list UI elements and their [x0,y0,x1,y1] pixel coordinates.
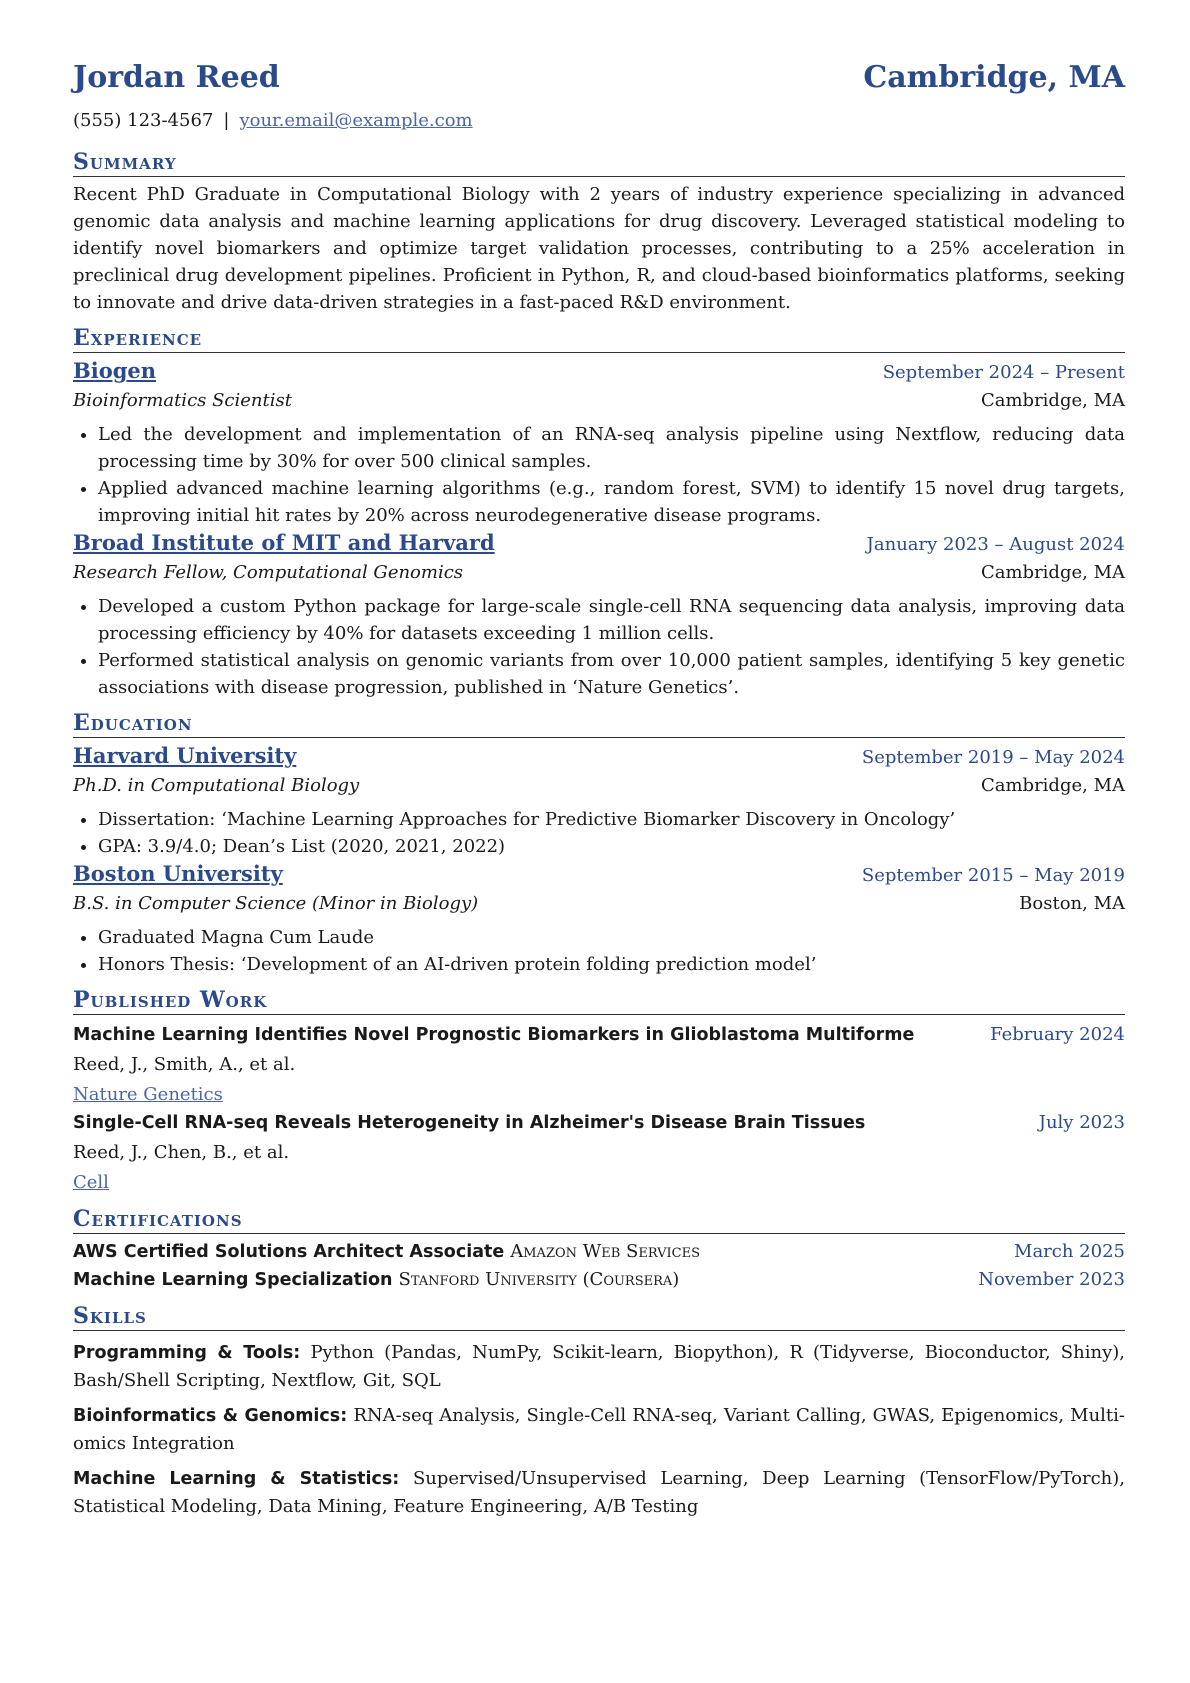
school-link[interactable]: Harvard University [73,743,297,768]
publication-entry [73,1109,1125,1197]
bullet-list [73,421,1125,529]
skill-label: Machine Learning & Statistics: [73,1469,400,1489]
email-link[interactable]: your.email@example.com [239,110,473,131]
certification-name: Machine Learning Specialization [73,1270,393,1290]
certification-issuer: Stanford University (Coursera) [398,1269,680,1290]
section-title-certifications: Certifications [73,1205,1125,1234]
certification-date: November 2023 [978,1269,1125,1290]
skill-text: RNA-seq Analysis, Single-Cell RNA-seq, Variant Calling, GWAS, Epigenomics, Multi-omics Integration [73,1405,1125,1454]
section-title-experience: Experience [73,324,1125,353]
resume-page [73,60,1125,1520]
bullet-item: • Performed statistical analysis on genomic variants from over 10,000 patient samples, identifying 5 key genetic associations with disease progression, published in ‘Nature Genetics’. [98,647,1125,701]
skill-label: Bioinformatics & Genomics: [73,1406,348,1426]
publication-date: July 2023 [1038,1112,1125,1133]
entry-location: Cambridge, MA [980,775,1125,796]
education-entry [73,860,1125,978]
entry-location: Boston, MA [1019,893,1125,914]
entry-role: Bioinformatics Scientist [73,390,292,411]
org-link[interactable]: Broad Institute of MIT and Harvard [73,530,495,555]
experience-entry [73,529,1125,701]
publication-authors: Reed, J., Chen, B., et al. [73,1142,290,1163]
degree: B.S. in Computer Science (Minor in Biology) [73,893,479,914]
skill-label: Programming & Tools: [73,1343,301,1363]
summary-text: Recent PhD Graduate in Computational Biology with 2 years of industry experience specializing in advanced genomic data analysis and machine learning applications for drug discovery. Leveraged statistical modeling to identify novel biomarkers and optimize target validation processes, contributing to a 25% acceleration in preclinical drug development pipelines. Proficient in Python, R, and cloud-based bioinformatics platforms, seeking to innovate and drive data-driven strategies in a fast-paced R&D environment. [73,184,1125,313]
candidate-name: Jordan Reed [73,60,280,95]
bullet-item: • Developed a custom Python package for large-scale single-cell RNA sequencing data analysis, improving data processing efficiency by 40% for datasets exceeding 1 million cells. [98,593,1125,647]
skill-text: Python (Pandas, NumPy, Scikit-learn, Biopython), R (Tidyverse, Bioconductor, Shiny), Bash/Shell Scripting, Nextflow, Git, SQL [73,1342,1125,1391]
skill-group [73,1465,1125,1520]
publication-title: Machine Learning Identifies Novel Prognostic Biomarkers in Glioblastoma Multiforme [73,1025,915,1045]
entry-role: Research Fellow, Computational Genomics [73,562,464,583]
bullet-item: • GPA: 3.9/4.0; Dean’s List (2020, 2021, 2022) [98,833,1125,860]
bullet-list [73,593,1125,701]
certification-name: AWS Certified Solutions Architect Associate [73,1242,505,1262]
publication-authors: Reed, J., Smith, A., et al. [73,1054,296,1075]
certification-date: March 2025 [1014,1241,1125,1262]
bullet-item: • Led the development and implementation of an RNA-seq analysis pipeline using Nextflow, reducing data processing time by 30% for over 500 clinical samples. [98,421,1125,475]
experience-entry [73,357,1125,529]
skill-group [73,1402,1125,1457]
section-title-summary: Summary [73,148,1125,177]
section-title-published-work: Published Work [73,986,1125,1015]
bullet-item: • Graduated Magna Cum Laude [98,924,1125,951]
section-title-education: Education [73,709,1125,738]
bullet-item: • Honors Thesis: ‘Development of an AI-driven protein folding prediction model’ [98,951,1125,978]
certification-list [73,1238,1125,1294]
entry-dates: September 2019 – May 2024 [861,747,1125,768]
publication-title: Single-Cell RNA-seq Reveals Heterogeneity in Alzheimer's Disease Brain Tissues [73,1113,866,1133]
certification-item [73,1238,1125,1266]
contact-line [73,110,1125,140]
entry-dates: September 2024 – Present [882,362,1125,383]
skill-text: Supervised/Unsupervised Learning, Deep Learning (TensorFlow/PyTorch), Statistical Modeling, Data Mining, Feature Engineering, A/B Testing [73,1468,1125,1517]
phone: (555) 123-4567 [73,110,214,131]
entry-location: Cambridge, MA [980,390,1125,411]
publication-venue-link[interactable]: Cell [73,1172,109,1193]
header-location: Cambridge, MA [863,60,1125,95]
skill-group [73,1339,1125,1394]
education-entry [73,742,1125,860]
certification-issuer: Amazon Web Services [510,1241,701,1262]
header [73,60,1125,104]
entry-location: Cambridge, MA [980,562,1125,583]
publication-entry [73,1021,1125,1109]
bullet-list [73,924,1125,978]
contact-separator: | [223,110,230,131]
bullet-list [73,806,1125,860]
degree: Ph.D. in Computational Biology [73,775,360,796]
bullet-item: • Applied advanced machine learning algorithms (e.g., random forest, SVM) to identify 15 novel drug targets, improving initial hit rates by 20% across neurodegenerative disease programs. [98,475,1125,529]
certification-item [73,1266,1125,1294]
entry-dates: January 2023 – August 2024 [866,534,1125,555]
school-link[interactable]: Boston University [73,861,283,886]
publication-venue-link[interactable]: Nature Genetics [73,1084,223,1105]
publication-date: February 2024 [990,1024,1125,1045]
org-link[interactable]: Biogen [73,358,157,383]
bullet-item: • Dissertation: ‘Machine Learning Approaches for Predictive Biomarker Discovery in Oncology’ [98,806,1125,833]
section-title-skills: Skills [73,1302,1125,1331]
entry-dates: September 2015 – May 2019 [861,865,1125,886]
